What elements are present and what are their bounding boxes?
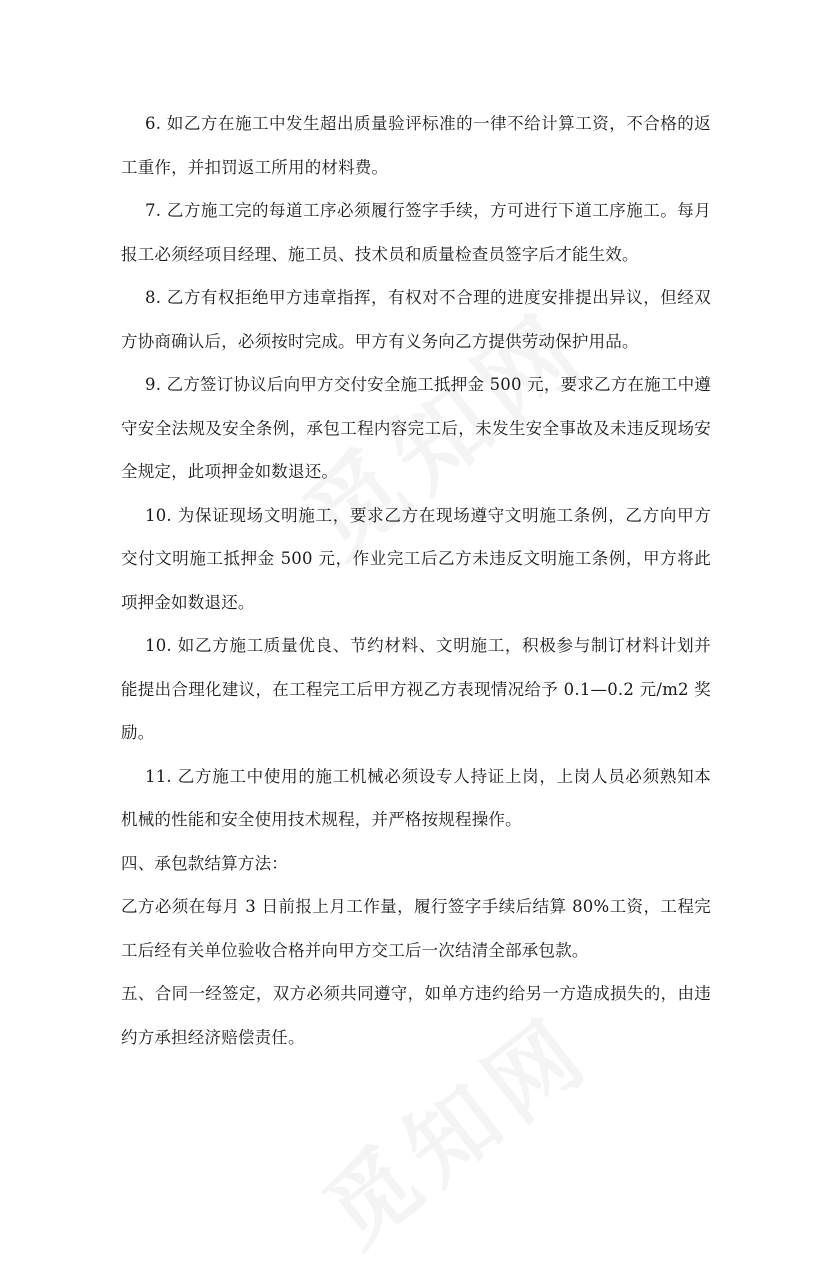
settlement-paragraph: 乙方必须在每月 3 日前报上月工作量，履行签字手续后结算 80%工资，工程完工后经有关单位验收合格并向甲方交工后一次结清全部承包款。 <box>121 897 711 960</box>
clause-10a: 10. 为保证现场文明施工，要求乙方在现场遵守文明施工条例，乙方向甲方交付文明施工抵押金 500 元，作业完工后乙方未违反文明施工条例，甲方将此项押金如数退还。 <box>121 505 711 612</box>
clause-11: 11. 乙方施工中使用的施工机械必须设专人持证上岗，上岗人员必须熟知本机械的性能和安全使用技术规程，并严格按规程操作。 <box>121 766 711 829</box>
section-five-paragraph: 五、合同一经签定，双方必须共同遵守，如单方违约给另一方造成损失的，由违约方承担经济赔偿责任。 <box>121 984 711 1047</box>
clause-8: 8. 乙方有权拒绝甲方违章指挥，有权对不合理的进度安排提出异议，但经双方协商确认后，必须按时完成。甲方有义务向乙方提供劳动保护用品。 <box>121 288 711 351</box>
clause-7: 7. 乙方施工完的每道工序必须履行签字手续，方可进行下道工序施工。每月报工必须经项目经理、施工员、技术员和质量检查员签字后才能生效。 <box>121 201 711 264</box>
clause-9: 9. 乙方签订协议后向甲方交付安全施工抵押金 500 元，要求乙方在施工中遵守安全法规及安全条例，承包工程内容完工后，未发生安全事故及未违反现场安全规定，此项押金如数退还。 <box>121 375 711 481</box>
clause-6: 6. 如乙方在施工中发生超出质量验评标准的一律不给计算工资，不合格的返工重作，并扣罚返工所用的材料费。 <box>121 114 711 177</box>
clause-10b: 10. 如乙方施工质量优良、节约材料、文明施工，积极参与制订材料计划并能提出合理化建议，在工程完工后甲方视乙方表现情况给予 0.1—0.2 元/m2 奖励。 <box>121 636 711 742</box>
document-body <box>121 102 711 1059</box>
section-heading-settlement: 四、承包款结算方法： <box>121 853 288 873</box>
